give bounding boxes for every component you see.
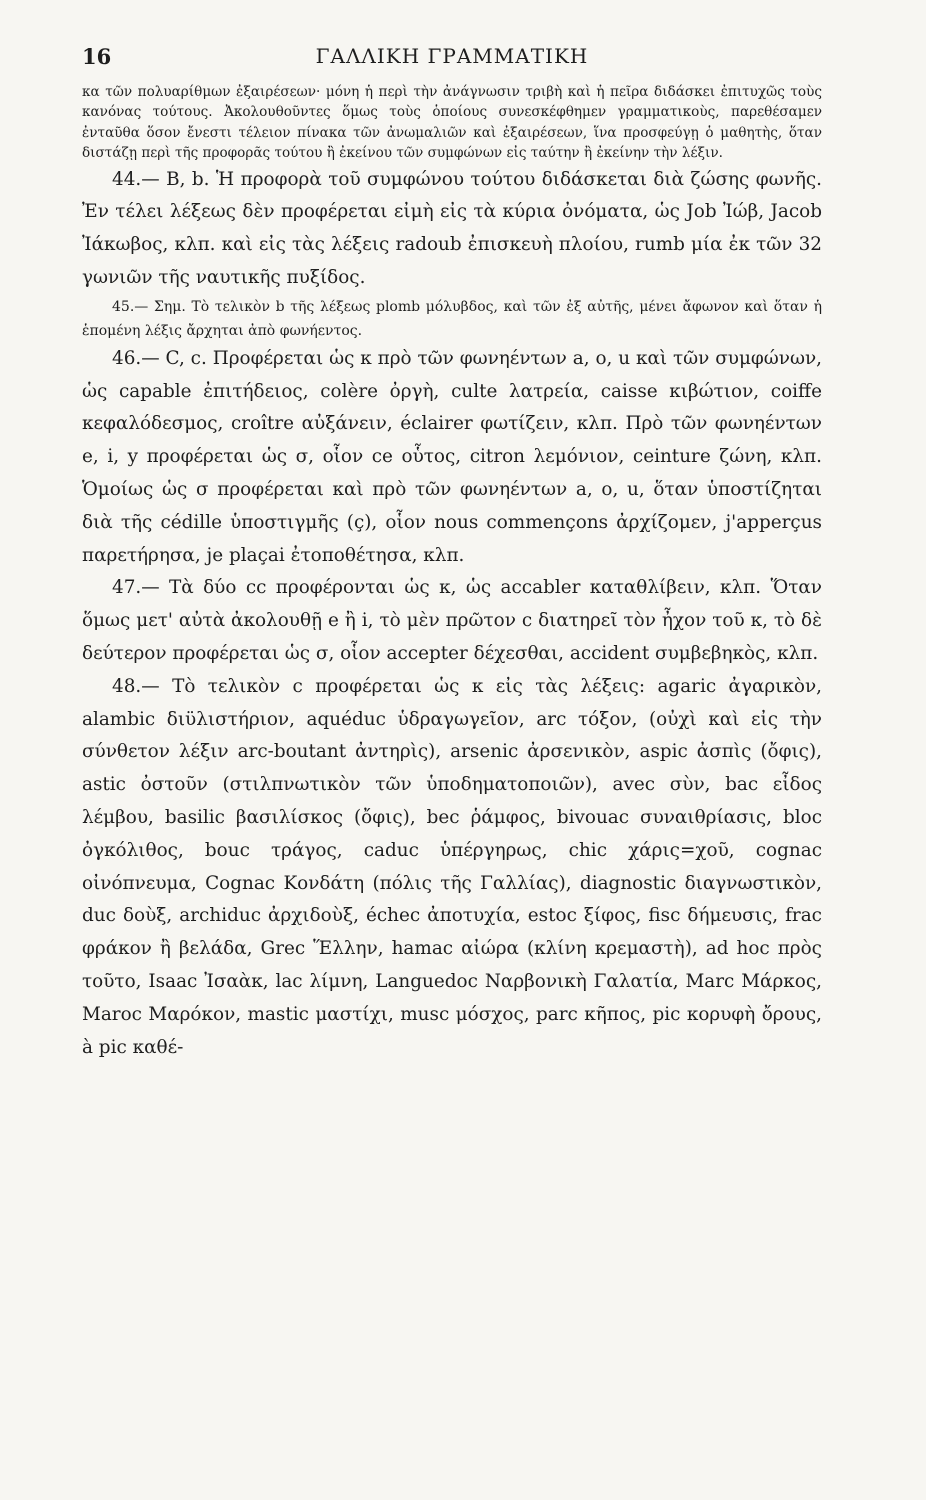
section-46 [82,343,822,573]
section-45-note [82,295,822,343]
section-number: 46.— [112,347,160,369]
section-text: Τὰ δύο cc προφέρονται ὡς κ, ὡς accabler καταθλίβειν, κλπ. Ὅταν ὅμως μετ' αὐτὰ ἀκολουθῇ e ἢ i, τὸ μὲν πρῶτον c διατηρεῖ τὸν ἦχον τοῦ κ, τὸ δὲ δεύτερον προφέρεται ὡς σ, οἷον accepter δέχεσθαι, accident συμβεβηκὸς, κλπ. [82,577,822,664]
page-number: 16 [82,44,112,69]
page-header [82,44,822,82]
intro-paragraph: κα τῶν πολυαρίθμων ἐξαιρέσεων· μόνη ἡ περὶ τὴν ἀνάγνωσιν τριβὴ καὶ ἡ πεῖρα διδάσκει ἐπιτυχῶς τοὺς κανόνας τούτους. Ἀκολουθοῦντες ὅμως τοὺς ὁποίους συνεσκέφθημεν γραμματικοὺς, παρεθέσαμεν ἐνταῦθα ὅσον ἔνεστι τέλειον πίνακα τῶν ἀνωμαλιῶν καὶ ἐξαιρέσεων, ἵνα προσφεύγῃ ὁ μαθητὴς, ὅταν διστάζῃ περὶ τῆς προφορᾶς τούτου ἢ ἐκείνου τῶν συμφώνων εἰς ταύτην ἢ ἐκείνην τὴν λέξιν. [82,84,822,162]
section-number: 45.— [112,298,149,315]
section-number: 47.— [112,577,160,599]
section-47 [82,572,822,670]
running-title: ΓΑΛΛΙΚΗ ΓΡΑΜΜΑΤΙΚΗ [315,44,589,68]
section-text: Σημ. Τὸ τελικὸν b τῆς λέξεως plomb μόλυβδος, καὶ τῶν ἐξ αὐτῆς, μένει ἄφωνον καὶ ὅταν ἡ ἑπομένη λέξις ἄρχηται ἀπὸ φωνήεντος. [82,298,822,339]
section-text: Τὸ τελικὸν c προφέρεται ὡς κ εἰς τὰς λέξεις: agaric ἀγαρικὸν, alambic διϋλιστήριον, aquéduc ὑδραγωγεῖον, arc τόξον, (οὐχὶ καὶ εἰς τὴν σύνθετον λέξιν arc-boutant ἀντηρὶς), arsenic ἀρσενικὸν, aspic ἀσπὶς (ὄφις), astic ὀστοῦν (στιλπνωτικὸν τῶν ὑποδηματοποιῶν), avec σὺν, bac εἶδος λέμβου, basilic βασιλίσκος (ὄφις), bec ῥάμφος, bivouac συναιθρίασις, bloc ὀγκόλιθος, bouc τράγος, caduc ὑπέργηρως, chic χάρις=χοῦ, cognac οἰνόπνευμα, Cognac Κονδάτη (πόλις τῆς Γαλλίας), diagnostic διαγνωστικὸν, duc δοὺξ, archiduc ἀρχιδοὺξ, échec ἀποτυχία, estoc ξίφος, fisc δήμευσις, frac φράκον ἢ βελάδα, Grec Ἕλλην, hamac αἰώρα (κλίνη κρεμαστὴ), ad hoc πρὸς τοῦτο, Isaac Ἰσαὰκ, lac λίμνη, Languedoc Ναρβονικὴ Γαλατία, Marc Μάρκος, Maroc Μαρόκον, mastic μαστίχι, musc μόσχος, parc κῆπος, pic κορυφὴ ὄρους, à pic καθέ- [82,675,822,1058]
section-number: 44.— [112,168,160,190]
section-text: C, c. Προφέρεται ὡς κ πρὸ τῶν φωνηέντων a, o, u καὶ τῶν συμφώνων, ὡς capable ἐπιτήδειος, colère ὀργὴ, culte λατρεία, caisse κιβώτιον, coiffe κεφαλόδεσμος, croître αὐξάνειν, éclairer φωτίζειν, κλπ. Πρὸ τῶν φωνηέντων e, i, y προφέρεται ὡς σ, οἷον ce οὗτος, citron λεμόνιον, ceinture ζώνη, κλπ. Ὁμοίως ὡς σ προφέρεται καὶ πρὸ τῶν φωνηέντων a, o, u, ὅταν ὑποστίζηται διὰ τῆς cédille ὑποστιγμῆς (ç), οἷον nous commençons ἀρχίζομεν, j'apperçus παρετήρησα, je plaçai ἐτοποθέτησα, κλπ. [82,347,822,566]
section-text: B, b. Ἡ προφορὰ τοῦ συμφώνου τούτου διδάσκεται διὰ ζώσης φωνῆς. Ἐν τέλει λέξεως δὲν προφέρεται εἰμὴ εἰς τὰ κύρια ὀνόματα, ὡς Job Ἰώβ, Jacob Ἰάκωβος, κλπ. καὶ εἰς τὰς λέξεις radoub ἐπισκευὴ πλοίου, rumb μία ἐκ τῶν 32 γωνιῶν τῆς ναυτικῆς πυξίδος. [82,168,822,289]
section-44 [82,164,822,295]
section-48 [82,671,822,1065]
section-number: 48.— [112,675,160,697]
page [82,44,822,1064]
